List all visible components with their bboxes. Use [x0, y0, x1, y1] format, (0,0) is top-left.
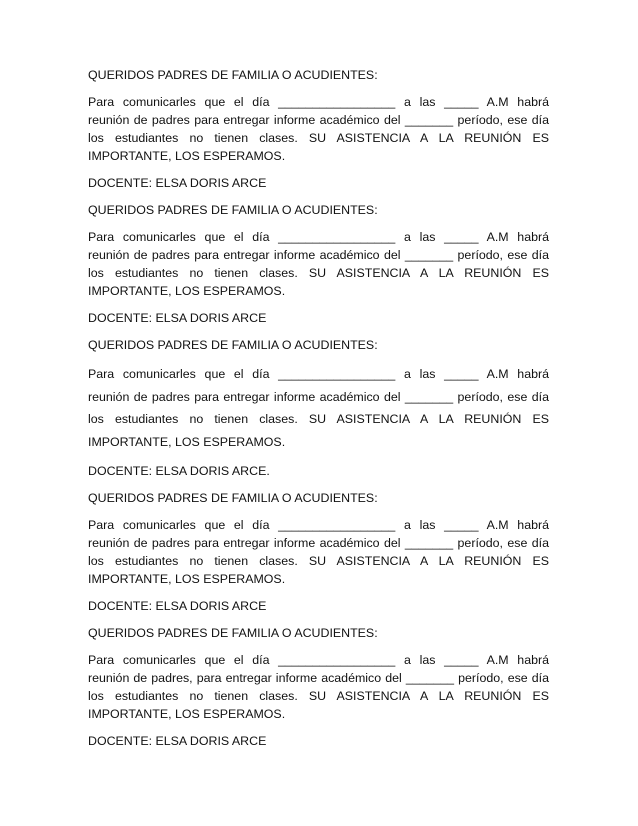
notice-body-line: Para comunicarles que el día _________________ a las _____ A.M habrá — [88, 230, 549, 244]
notice-body-line: Para comunicarles que el día _________________ a las _____ A.M habrá — [88, 653, 549, 667]
notice-body — [88, 93, 549, 165]
notice-1 — [88, 66, 549, 192]
notice-teacher: DOCENTE: ELSA DORIS ARCE. — [88, 464, 270, 478]
notice-teacher: DOCENTE: ELSA DORIS ARCE — [88, 599, 267, 613]
notice-5 — [88, 624, 549, 750]
notice-greeting: QUERIDOS PADRES DE FAMILIA O ACUDIENTES: — [88, 626, 378, 640]
notice-body-line: los estudiantes no tienen clases. SU ASISTENCIA A LA REUNIÓN ES — [88, 131, 549, 145]
notice-body — [88, 651, 549, 723]
notice-body-line: los estudiantes no tienen clases. SU ASISTENCIA A LA REUNIÓN ES — [88, 554, 549, 568]
notice-greeting: QUERIDOS PADRES DE FAMILIA O ACUDIENTES: — [88, 491, 378, 505]
notice-body-line: reunión de padres para entregar informe académico del _______ período, ese día — [88, 389, 549, 404]
notice-body-line: los estudiantes no tienen clases. SU ASISTENCIA A LA REUNIÓN ES — [88, 266, 549, 280]
notice-body-line: reunión de padres, para entregar informe académico del _______ período, ese día — [88, 671, 549, 685]
notice-body-line: Para comunicarles que el día _________________ a las _____ A.M habrá — [88, 367, 549, 381]
notice-body-line: los estudiantes no tienen clases. SU ASISTENCIA A LA REUNIÓN ES — [88, 689, 549, 703]
notice-body — [88, 363, 549, 453]
notice-greeting: QUERIDOS PADRES DE FAMILIA O ACUDIENTES: — [88, 338, 378, 352]
notice-body-line: reunión de padres para entregar informe académico del _______ período, ese día — [88, 536, 549, 550]
notice-4 — [88, 489, 549, 615]
notice-teacher: DOCENTE: ELSA DORIS ARCE — [88, 311, 267, 325]
notice-body — [88, 228, 549, 300]
notice-greeting: QUERIDOS PADRES DE FAMILIA O ACUDIENTES: — [88, 203, 378, 217]
notice-body-line: IMPORTANTE, LOS ESPERAMOS. — [88, 572, 286, 586]
notice-body — [88, 516, 549, 588]
notice-body-line: IMPORTANTE, LOS ESPERAMOS. — [88, 434, 286, 449]
notice-teacher: DOCENTE: ELSA DORIS ARCE — [88, 176, 267, 190]
notice-body-line: IMPORTANTE, LOS ESPERAMOS. — [88, 149, 286, 163]
notice-2 — [88, 201, 549, 327]
notice-body-line: IMPORTANTE, LOS ESPERAMOS. — [88, 284, 286, 298]
notice-body-line: Para comunicarles que el día _________________ a las _____ A.M habrá — [88, 95, 549, 109]
notice-body-line: reunión de padres para entregar informe académico del _______ período, ese día — [88, 113, 549, 127]
notice-body-line: Para comunicarles que el día _________________ a las _____ A.M habrá — [88, 518, 549, 532]
notice-teacher: DOCENTE: ELSA DORIS ARCE — [88, 734, 267, 748]
notice-body-line: IMPORTANTE, LOS ESPERAMOS. — [88, 707, 286, 721]
document-page — [88, 66, 549, 759]
notice-body-line: reunión de padres para entregar informe académico del _______ período, ese día — [88, 248, 549, 262]
notice-greeting: QUERIDOS PADRES DE FAMILIA O ACUDIENTES: — [88, 68, 378, 82]
notice-body-line: los estudiantes no tienen clases. SU ASISTENCIA A LA REUNIÓN ES — [88, 412, 549, 426]
notice-3 — [88, 336, 549, 480]
